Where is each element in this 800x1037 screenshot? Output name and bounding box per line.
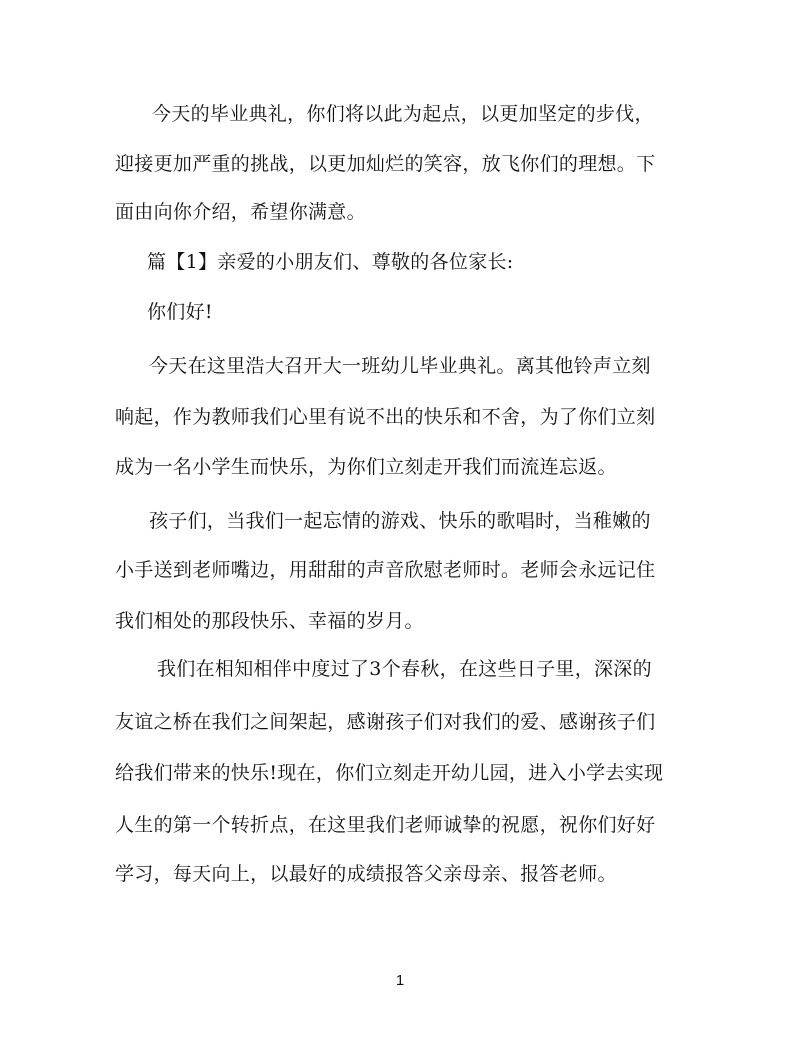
text-line: 响起，作为教师我们心里有说不出的快乐和不舍，为了你们立刻 — [115, 406, 656, 428]
text-line: 孩子们，当我们一起忘情的游戏、快乐的歌唱时，当稚嫩的 — [149, 510, 651, 532]
text-line: 我们在相知相伴中度过了3个春秋，在这些日子里，深深的 — [157, 658, 652, 680]
text-line: 今天在这里浩大召开大一班幼儿毕业典礼。离其他铃声立刻 — [149, 355, 651, 377]
text-line: 人生的第一个转折点，在这里我们老师诚挚的祝愿，祝你们好好 — [115, 814, 656, 836]
text-line: 我们相处的那段快乐、幸福的岁月。 — [115, 610, 424, 632]
text-line: 迎接更加严重的挑战，以更加灿烂的笑容，放飞你们的理想。下 — [115, 153, 656, 175]
text-line: 小手送到老师嘴边，用甜甜的声音欣慰老师时。老师会永远记住 — [115, 559, 656, 581]
greeting-line: 你们好! — [147, 301, 213, 323]
text-line: 学习，每天向上，以最好的成绩报答父亲母亲、报答老师。 — [115, 863, 617, 885]
text-line: 成为一名小学生而快乐，为你们立刻走开我们而流连忘返。 — [115, 456, 617, 478]
section-heading: 篇【1】亲爱的小朋友们、尊敬的各位家长: — [147, 251, 514, 273]
text-line: 今天的毕业典礼，你们将以此为起点，以更加坚定的步伐， — [152, 103, 654, 125]
text-line: 给我们带来的快乐!现在，你们立刻走开幼儿园，进入小学去实现 — [115, 762, 664, 784]
page-number: 1 — [395, 972, 405, 989]
text-line: 友谊之桥在我们之间架起，感谢孩子们对我们的爱、感谢孩子们 — [115, 711, 656, 733]
text-line: 面由向你介绍，希望你满意。 — [115, 201, 366, 223]
